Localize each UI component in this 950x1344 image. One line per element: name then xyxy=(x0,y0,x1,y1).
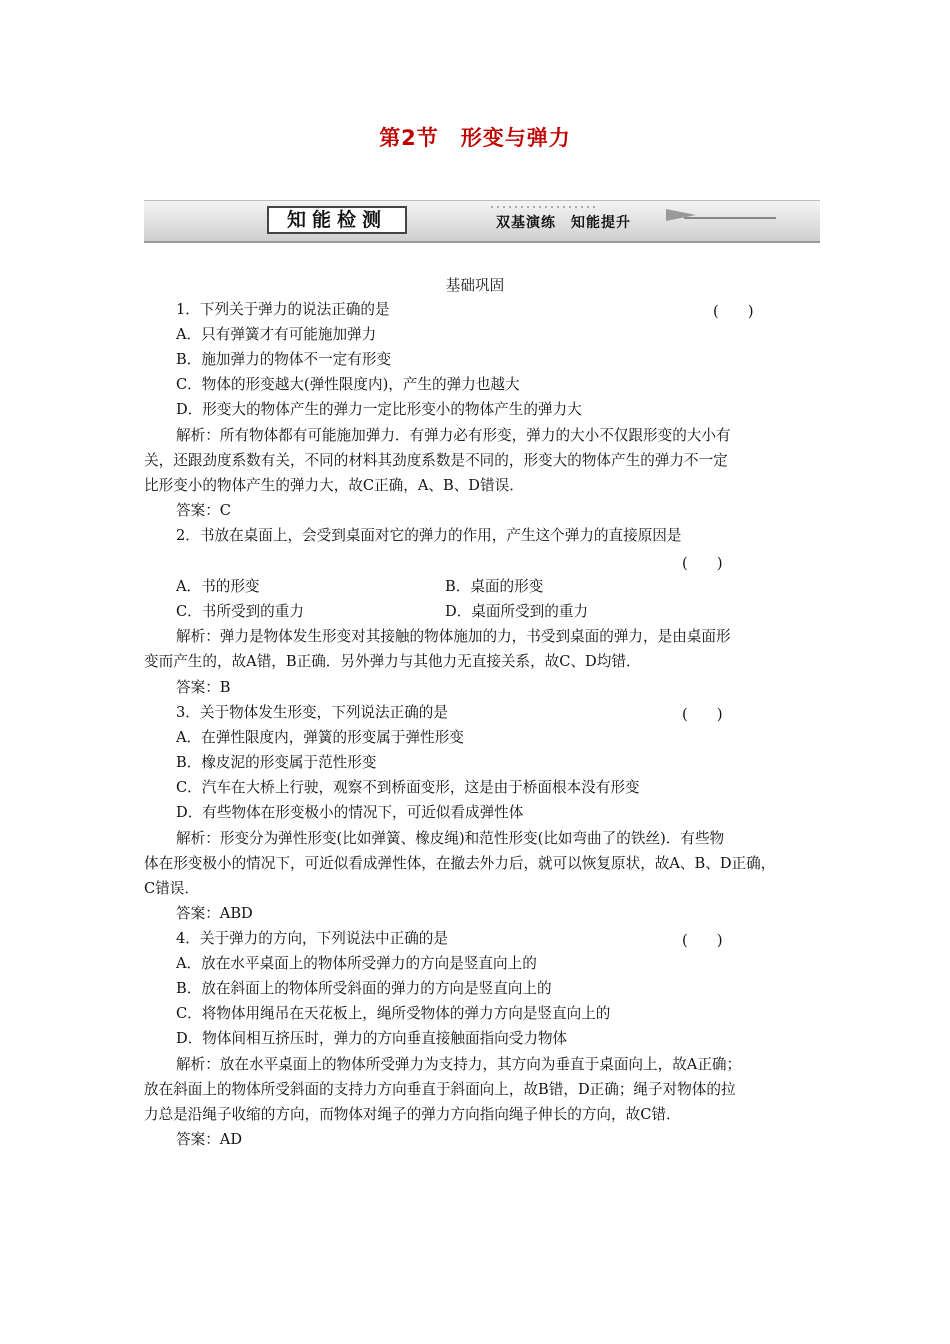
question-2-explanation-line: 变而产生的，故A错，B正确．另外弹力与其他力无直接关系，故C、D均错． xyxy=(144,653,641,670)
question-1-stem: 1．下列关于弹力的说法正确的是 xyxy=(176,301,390,318)
question-3-stem: 3．关于物体发生形变，下列说法正确的是 xyxy=(176,704,448,721)
question-4-explanation-line: 解析：放在水平桌面上的物体所受弹力为支持力，其方向为垂直于桌面向上，故A正确； xyxy=(176,1056,742,1073)
question-4-option-c: C．将物体用绳吊在天花板上，绳所受物体的弹力方向是竖直向上的 xyxy=(176,1005,611,1022)
question-2-option-d: D．桌面所受到的重力 xyxy=(445,603,589,620)
question-1-option-b: B．施加弹力的物体不一定有形变 xyxy=(176,351,392,368)
question-3-answer: 答案：ABD xyxy=(176,905,253,922)
question-3-explanation-line: C错误． xyxy=(144,880,199,897)
question-2-answer: 答案：B xyxy=(176,679,231,696)
question-2-option-a: A．书的形变 xyxy=(176,578,260,595)
question-1-option-d: D．形变大的物体产生的弹力一定比形变小的物体产生的弹力大 xyxy=(176,401,582,418)
question-4-answer: 答案：AD xyxy=(176,1131,243,1148)
question-2-answer-bracket: ( ) xyxy=(682,555,723,572)
question-3-explanation-line: 体在形变极小的情况下，可近似看成弹性体，在撤去外力后，就可以恢复原状，故A、B、D正确， xyxy=(144,855,776,872)
question-2-option-c: C．书所受到的重力 xyxy=(176,603,304,620)
question-1-answer-bracket: ( ) xyxy=(713,303,754,320)
question-3-option-b: B．橡皮泥的形变属于范性形变 xyxy=(176,754,377,771)
question-3-option-a: A．在弹性限度内，弹簧的形变属于弹性形变 xyxy=(176,729,464,746)
question-1-explanation-line: 比形变小的物体产生的弹力大，故C正确，A、B、D错误． xyxy=(144,477,524,494)
question-3-explanation-line: 解析：形变分为弹性形变(比如弹簧、橡皮绳)和范性形变(比如弯曲了的铁丝)．有些物 xyxy=(176,830,725,847)
question-3-option-d: D．有些物体在形变极小的情况下，可近似看成弹性体 xyxy=(176,804,524,821)
banner-label: 知能检测 xyxy=(267,206,407,234)
section-banner xyxy=(144,200,820,243)
question-1-option-c: C．物体的形变越大(弹性限度内)，产生的弹力也越大 xyxy=(176,376,520,393)
question-4-answer-bracket: ( ) xyxy=(682,932,723,949)
section-heading: 基础巩固 xyxy=(445,277,505,294)
question-3-answer-bracket: ( ) xyxy=(682,706,723,723)
banner-rule xyxy=(684,217,776,219)
question-1-option-a: A．只有弹簧才有可能施加弹力 xyxy=(176,326,377,343)
question-2-explanation-line: 解析：弹力是物体发生形变对其接触的物体施加的力，书受到桌面的弹力，是由桌面形 xyxy=(176,628,731,645)
question-2-option-b: B．桌面的形变 xyxy=(445,578,544,595)
banner-subtitle: 双基演练 知能提升 xyxy=(496,215,631,231)
question-4-explanation-line: 力总是沿绳子收缩的方向，而物体对绳子的弹力方向指向绳子伸长的方向，故C错． xyxy=(144,1106,681,1123)
question-1-explanation-line: 解析：所有物体都有可能施加弹力．有弹力必有形变，弹力的大小不仅跟形变的大小有 xyxy=(176,427,731,444)
question-1-explanation-line: 关，还跟劲度系数有关，不同的材料其劲度系数是不同的，形变大的物体产生的弹力不一定 xyxy=(144,452,728,469)
question-3-option-c: C．汽车在大桥上行驶，观察不到桥面变形，这是由于桥面根本没有形变 xyxy=(176,779,640,796)
question-1-answer: 答案：C xyxy=(176,502,231,519)
question-4-option-b: B．放在斜面上的物体所受斜面的弹力的方向是竖直向上的 xyxy=(176,980,552,997)
question-2-stem: 2．书放在桌面上，会受到桌面对它的弹力的作用，产生这个弹力的直接原因是 xyxy=(176,527,682,544)
banner-dots-decoration xyxy=(489,205,599,209)
question-4-explanation-line: 放在斜面上的物体所受斜面的支持力方向垂直于斜面向上，故B错，D正确；绳子对物体的拉 xyxy=(144,1081,736,1098)
page-title: 第2节 形变与弹力 xyxy=(379,126,571,150)
question-4-option-a: A．放在水平桌面上的物体所受弹力的方向是竖直向上的 xyxy=(176,955,537,972)
arrow-icon xyxy=(666,209,696,221)
question-4-option-d: D．物体间相互挤压时，弹力的方向垂直接触面指向受力物体 xyxy=(176,1030,568,1047)
question-4-stem: 4．关于弹力的方向，下列说法中正确的是 xyxy=(176,930,448,947)
